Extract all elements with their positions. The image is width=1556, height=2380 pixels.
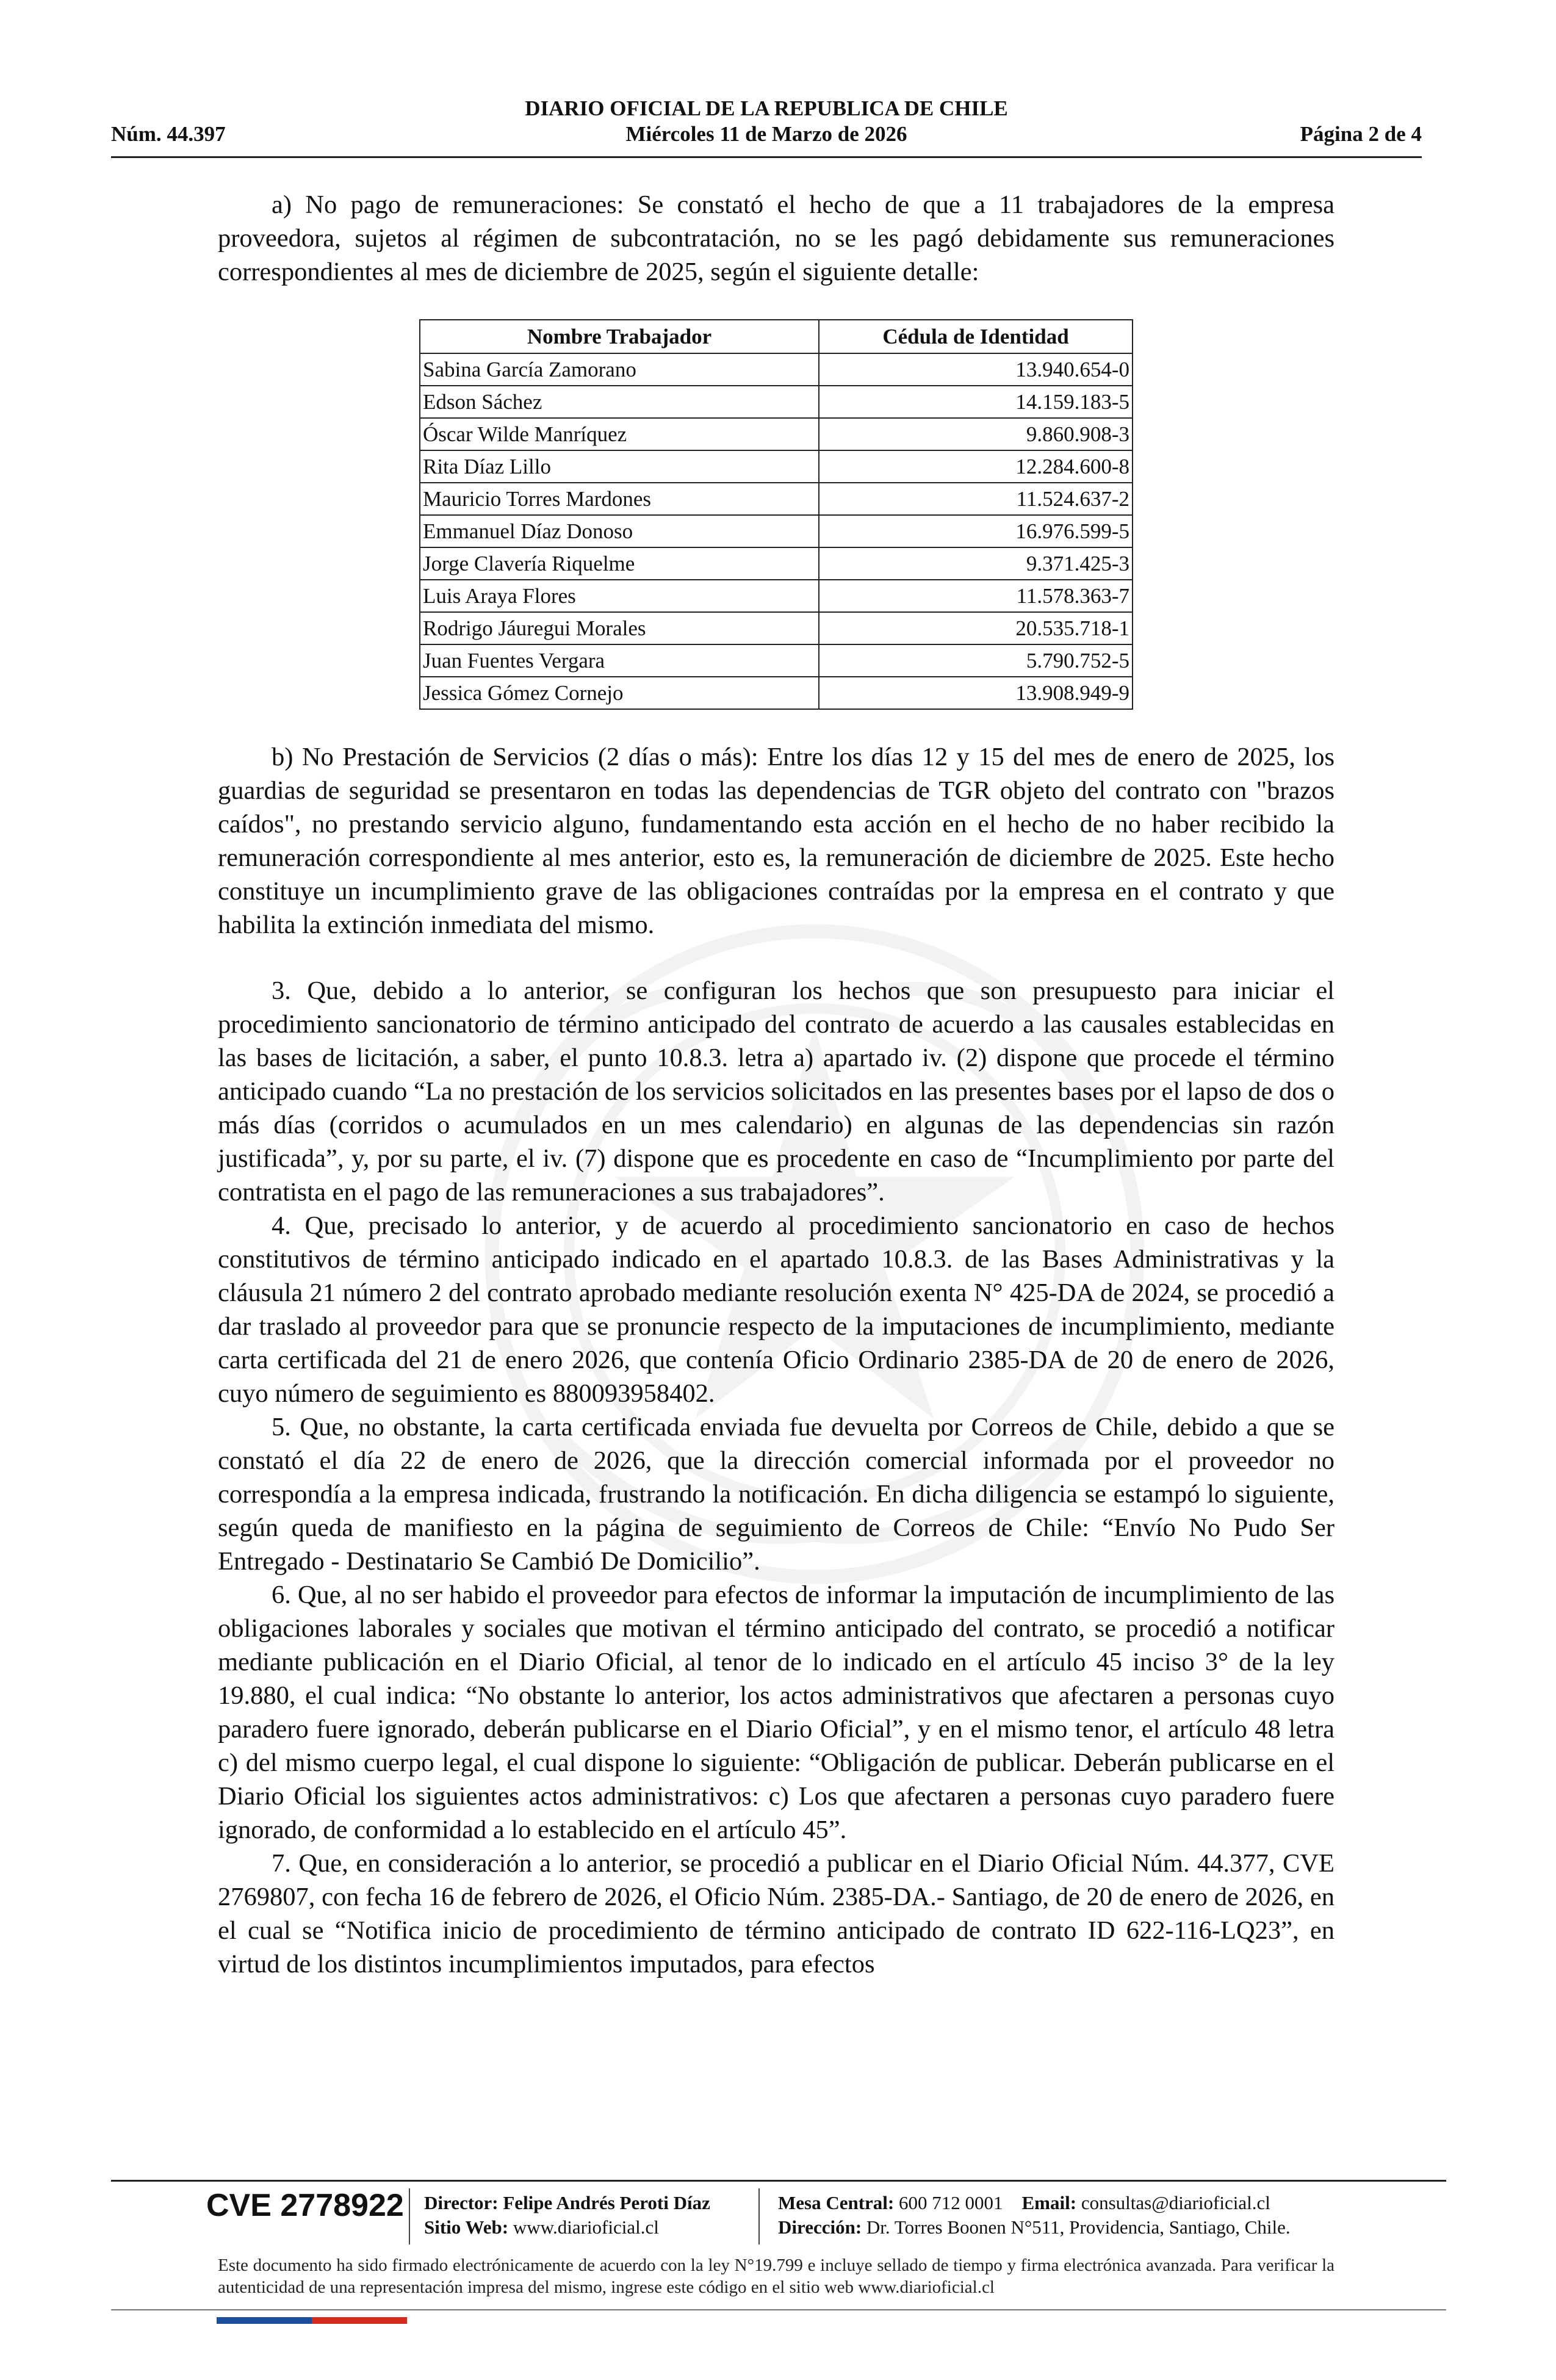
worker-id: 9.371.425-3 [819, 547, 1133, 580]
table-row [420, 515, 1133, 547]
footer-separator [409, 2188, 410, 2245]
worker-name: Sabina García Zamorano [420, 353, 819, 386]
paragraph-3: 3. Que, debido a lo anterior, se configuran los hechos que son presupuesto para iniciar el procedimiento sancionatorio de término anticipado del contrato de acuerdo a las causales establecidas en las bases de licitación, a saber, el punto 10.8.3. letra a) apartado iv. (2) dispone que procede el término anticipado cuando “La no prestación de los servicios solicitados en las presentes bases por el lapso de dos o más días (corridos o acumulados en un mes calendario) en algunas de las dependencias sin razón justificada”, y, por su parte, el iv. (7) dispone que es procedente en caso de “Incumplimiento por parte del contratista en el pago de las remuneraciones a sus trabajadores”. [218, 976, 1334, 1206]
phone-label: Mesa Central: [778, 2192, 895, 2213]
worker-id: 13.940.654-0 [819, 353, 1133, 386]
address-label: Dirección: [778, 2216, 862, 2238]
worker-id: 14.159.183-5 [819, 386, 1133, 418]
footer-bottom-divider [111, 2309, 1446, 2310]
worker-name: Rita Díaz Lillo [420, 450, 819, 483]
email-label: Email: [1021, 2192, 1077, 2213]
document-body [218, 188, 1334, 1981]
gazette-title: DIARIO OFICIAL DE LA REPUBLICA DE CHILE [525, 96, 1008, 120]
signature-note: Este documento ha sido firmado electrónicamente de acuerdo con la ley N°19.799 e incluye sellado de tiempo y firma electrónica avanzada. Para verificar la autenticidad de una representación impresa del mismo, ingrese este código en el sitio web www.diarioficial.cl [218, 2256, 1334, 2297]
paragraph-6: 6. Que, al no ser habido el proveedor para efectos de informar la imputación de incumplimiento de las obligaciones laborales y sociales que motivan el término anticipado del contrato, se procedió a notificar mediante publicación en el Diario Oficial, al tenor de lo indicado en el artículo 45 inciso 3° de la ley 19.880, el cual indica: “No obstante lo anterior, los actos administrativos que afectaren a personas cuyo paradero fuere ignorado, deberán publicarse en el Diario Oficial”, y en el mismo tenor, el artículo 48 letra c) del mismo cuerpo legal, el cual dispone lo siguiente: “Obligación de publicar. Deberán publicarse en el Diario Oficial los siguientes actos administrativos: c) Los que afectaren a personas cuyo paradero fuere ignorado, de conformidad a lo establecido en el artículo 45”. [218, 1581, 1334, 1844]
flag-blue-segment [217, 2317, 312, 2324]
website-link[interactable]: www.diarioficial.cl [513, 2216, 659, 2238]
worker-id: 11.578.363-7 [819, 580, 1133, 612]
cve-code: CVE 2778922 [206, 2188, 404, 2223]
worker-name: Rodrigo Jáuregui Morales [420, 612, 819, 644]
worker-name: Edson Sáchez [420, 386, 819, 418]
footer-director-block [424, 2191, 710, 2240]
table-row [420, 483, 1133, 515]
email-link[interactable]: consultas@diarioficial.cl [1081, 2192, 1270, 2213]
issue-number: Núm. 44.397 [111, 122, 226, 146]
header-divider [111, 156, 1422, 158]
table-row [420, 386, 1133, 418]
page-header [111, 92, 1422, 157]
worker-id: 13.908.949-9 [819, 677, 1133, 709]
worker-name: Mauricio Torres Mardones [420, 483, 819, 515]
director-label: Director: [424, 2192, 499, 2213]
worker-name: Emmanuel Díaz Donoso [420, 515, 819, 547]
worker-name: Juan Fuentes Vergara [420, 644, 819, 677]
table-row [420, 547, 1133, 580]
worker-id: 9.860.908-3 [819, 418, 1133, 450]
worker-name: Jessica Gómez Cornejo [420, 677, 819, 709]
phone-number: 600 712 0001 [899, 2192, 1003, 2213]
footer-separator [758, 2188, 760, 2245]
paragraph-4: 4. Que, precisado lo anterior, y de acuerdo al procedimiento sancionatorio en caso de hechos constitutivos de término anticipado indicado en el apartado 10.8.3. de las Bases Administrativas y la cláusula 21 número 2 del contrato aprobado mediante resolución exenta N° 425-DA de 2024, se procedió a dar traslado al proveedor para que se pronuncie respecto de la imputaciones de incumplimiento, mediante carta certificada del 21 de enero 2026, que contenía Oficio Ordinario 2385-DA de 20 de enero de 2026, cuyo número de seguimiento es 880093958402. [218, 1211, 1334, 1408]
column-header-name: Nombre Trabajador [420, 320, 819, 353]
worker-id: 12.284.600-8 [819, 450, 1133, 483]
table-row [420, 580, 1133, 612]
issue-date: Miércoles 11 de Marzo de 2026 [625, 122, 907, 146]
flag-red-segment [312, 2317, 407, 2324]
column-header-id: Cédula de Identidad [819, 320, 1133, 353]
worker-id: 11.524.637-2 [819, 483, 1133, 515]
table-row [420, 677, 1133, 709]
director-name: Felipe Andrés Peroti Díaz [503, 2192, 710, 2213]
table-row [420, 612, 1133, 644]
website-label: Sitio Web: [424, 2216, 509, 2238]
table-row [420, 644, 1133, 677]
worker-name: Óscar Wilde Manríquez [420, 418, 819, 450]
worker-id: 20.535.718-1 [819, 612, 1133, 644]
workers-table [419, 319, 1133, 710]
footer-divider [111, 2180, 1446, 2182]
paragraph-b: b) No Prestación de Servicios (2 días o más): Entre los días 12 y 15 del mes de enero de 2025, los guardias de seguridad se presentaron en todas las dependencias de TGR objeto del contrato con "brazos caídos", no prestando servicio alguno, fundamentando esta acción en el hecho de no haber recibido la remuneración correspondiente al mes anterior, esto es, la remuneración de diciembre de 2025. Este hecho constituye un incumplimiento grave de las obligaciones contraídas por la empresa en el contrato y que habilita la extinción inmediata del mismo. [218, 743, 1334, 939]
worker-id: 5.790.752-5 [819, 644, 1133, 677]
flag-stripe [217, 2317, 407, 2324]
table-row [420, 418, 1133, 450]
address-value: Dr. Torres Boonen N°511, Providencia, Santiago, Chile. [866, 2216, 1291, 2238]
table-header-row [420, 320, 1133, 353]
worker-name: Luis Araya Flores [420, 580, 819, 612]
paragraph-7: 7. Que, en consideración a lo anterior, se procedió a publicar en el Diario Oficial Núm. 44.377, CVE 2769807, con fecha 16 de febrero de 2026, el Oficio Núm. 2385-DA.- Santiago, de 20 de enero de 2026, en el cual se “Notifica inicio de procedimiento de término anticipado de contrato ID 622-116-LQ23”, en virtud de los distintos incumplimientos imputados, para efectos [218, 1849, 1334, 1978]
page-number: Página 2 de 4 [1300, 122, 1422, 146]
worker-name: Jorge Clavería Riquelme [420, 547, 819, 580]
worker-id: 16.976.599-5 [819, 515, 1133, 547]
table-row [420, 353, 1133, 386]
paragraph-a: a) No pago de remuneraciones: Se constató el hecho de que a 11 trabajadores de la empresa proveedora, sujetos al régimen de subcontratación, no se les pagó debidamente sus remuneraciones correspondientes al mes de diciembre de 2025, según el siguiente detalle: [218, 190, 1334, 286]
paragraph-5: 5. Que, no obstante, la carta certificada enviada fue devuelta por Correos de Chile, debido a que se constató el día 22 de enero de 2026, que la dirección comercial informada por el proveedor no correspondía a la empresa indicada, frustrando la notificación. En dicha diligencia se estampó lo siguiente, según queda de manifiesto en la página de seguimiento de Correos de Chile: “Envío No Pudo Ser Entregado - Destinatario Se Cambió De Domicilio”. [218, 1413, 1334, 1576]
table-row [420, 450, 1133, 483]
footer-contact-block [778, 2191, 1291, 2240]
